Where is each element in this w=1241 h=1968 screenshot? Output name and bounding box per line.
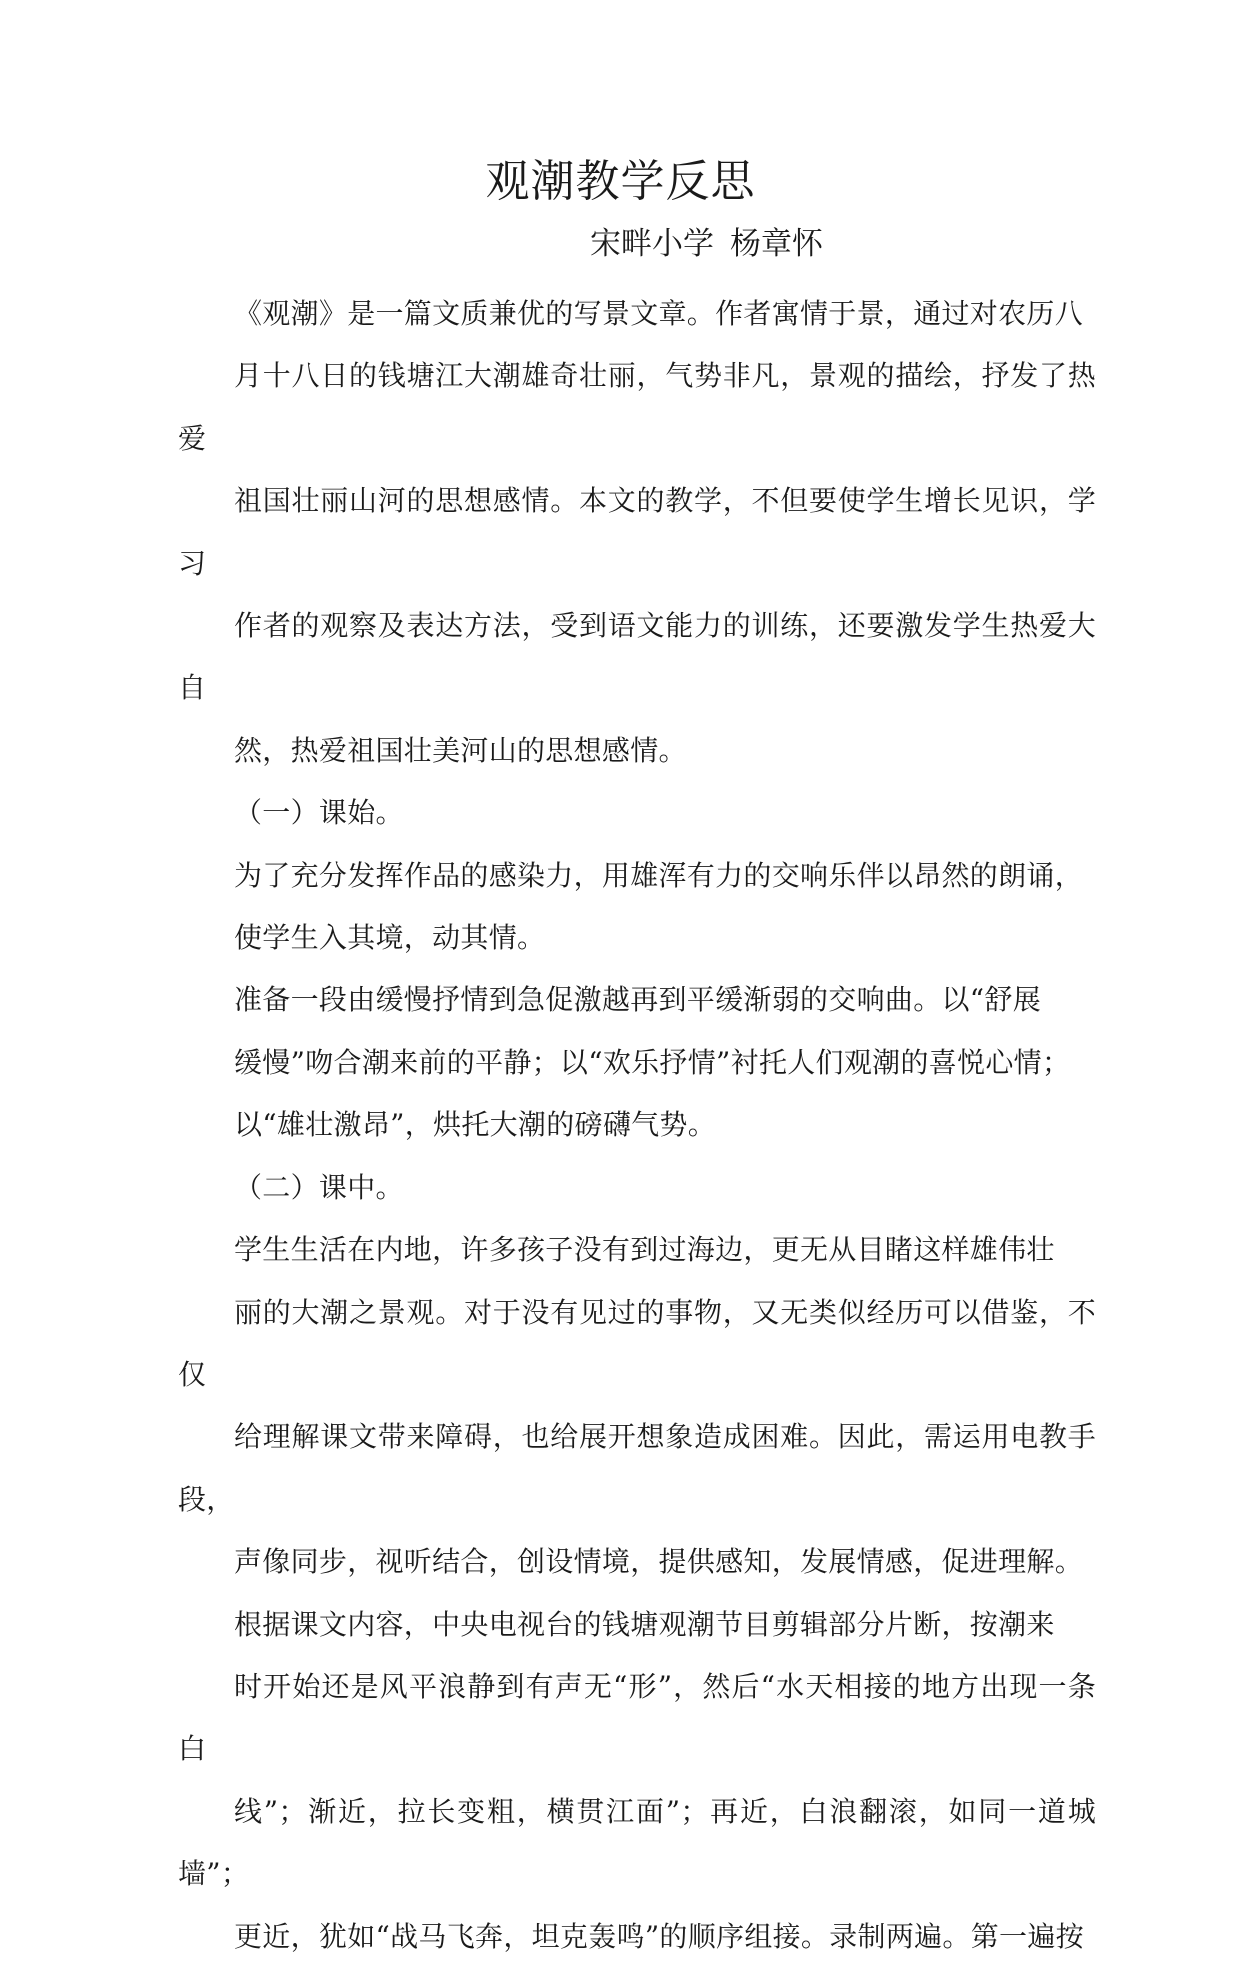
text-line: 更近，犹如“战马飞奔，坦克轰鸣”的顺序组接。录制两遍。第一遍按 <box>234 1919 1084 1953</box>
text-line: 以“雄壮激昂”，烘托大潮的磅礴气势。 <box>234 1108 717 1142</box>
text-line: 祖国壮丽山河的思想感情。本文的教学，不但要使学生增长见识，学习 <box>178 484 1096 580</box>
text-line: 学生生活在内地，许多孩子没有到过海边，更无从目睹这样雄伟壮 <box>234 1233 1055 1267</box>
text-line: 线”；渐近，拉长变粗，横贯江面”；再近，白浪翻滚，如同一道城墙”； <box>178 1794 1096 1891</box>
text-line: 为了充分发挥作品的感染力，用雄浑有力的交响乐伴以昂然的朗诵， <box>234 858 1084 892</box>
paragraph-video <box>178 1594 1096 1968</box>
text-line: 缓慢”吻合潮来前的平静；以“欢乐抒情”衬托人们观潮的喜悦心情； <box>234 1045 1071 1079</box>
section-heading-middle <box>178 1157 1096 1219</box>
text-line: 时开始还是风平浪静到有声无“形”，然后“水天相接的地方出现一条白 <box>178 1669 1096 1766</box>
text-line: 《观潮》是一篇文质兼优的写景文章。作者寓情于景，通过对农历八 <box>234 297 1084 330</box>
text-line: 然，热爱祖国壮美河山的思想感情。 <box>234 733 687 767</box>
text-line: 根据课文内容，中央电视台的钱塘观潮节目剪辑部分片断，按潮来 <box>234 1607 1055 1641</box>
document-author <box>590 222 823 266</box>
text-line: 月十八日的钱塘江大潮雄奇壮丽，气势非凡，景观的描绘，抒发了热爱 <box>178 359 1096 455</box>
section-heading-start <box>178 782 1096 844</box>
text-line: （一）课始。 <box>234 796 404 830</box>
paragraph-music <box>178 845 1096 970</box>
paragraph-students <box>178 1219 1096 1593</box>
text-line: 丽的大潮之景观。对于没有见过的事物，又无类似经历可以借鉴，不仅 <box>178 1295 1096 1391</box>
document-body <box>178 283 1096 1968</box>
paragraph-intro <box>178 283 1096 782</box>
document-title: 观潮教学反思 <box>485 156 756 207</box>
text-line: 作者的观察及表达方法，受到语文能力的训练，还要激发学生热爱大自 <box>178 609 1096 705</box>
author-name: 杨章怀 <box>730 226 823 262</box>
text-line: 给理解课文带来障碍，也给展开想象造成困难。因此，需运用电教手段， <box>178 1420 1096 1516</box>
text-line: 声像同步，视听结合，创设情境，提供感知，发展情感，促进理解。 <box>234 1545 1084 1579</box>
paragraph-symphony <box>178 969 1096 1156</box>
text-line: （二）课中。 <box>234 1170 404 1204</box>
text-line: 准备一段由缓慢抒情到急促激越再到平缓渐弱的交响曲。以“舒展 <box>234 983 1042 1017</box>
text-line: 使学生入其境，动其情。 <box>234 921 546 955</box>
author-school: 宋畔小学 <box>590 226 714 262</box>
